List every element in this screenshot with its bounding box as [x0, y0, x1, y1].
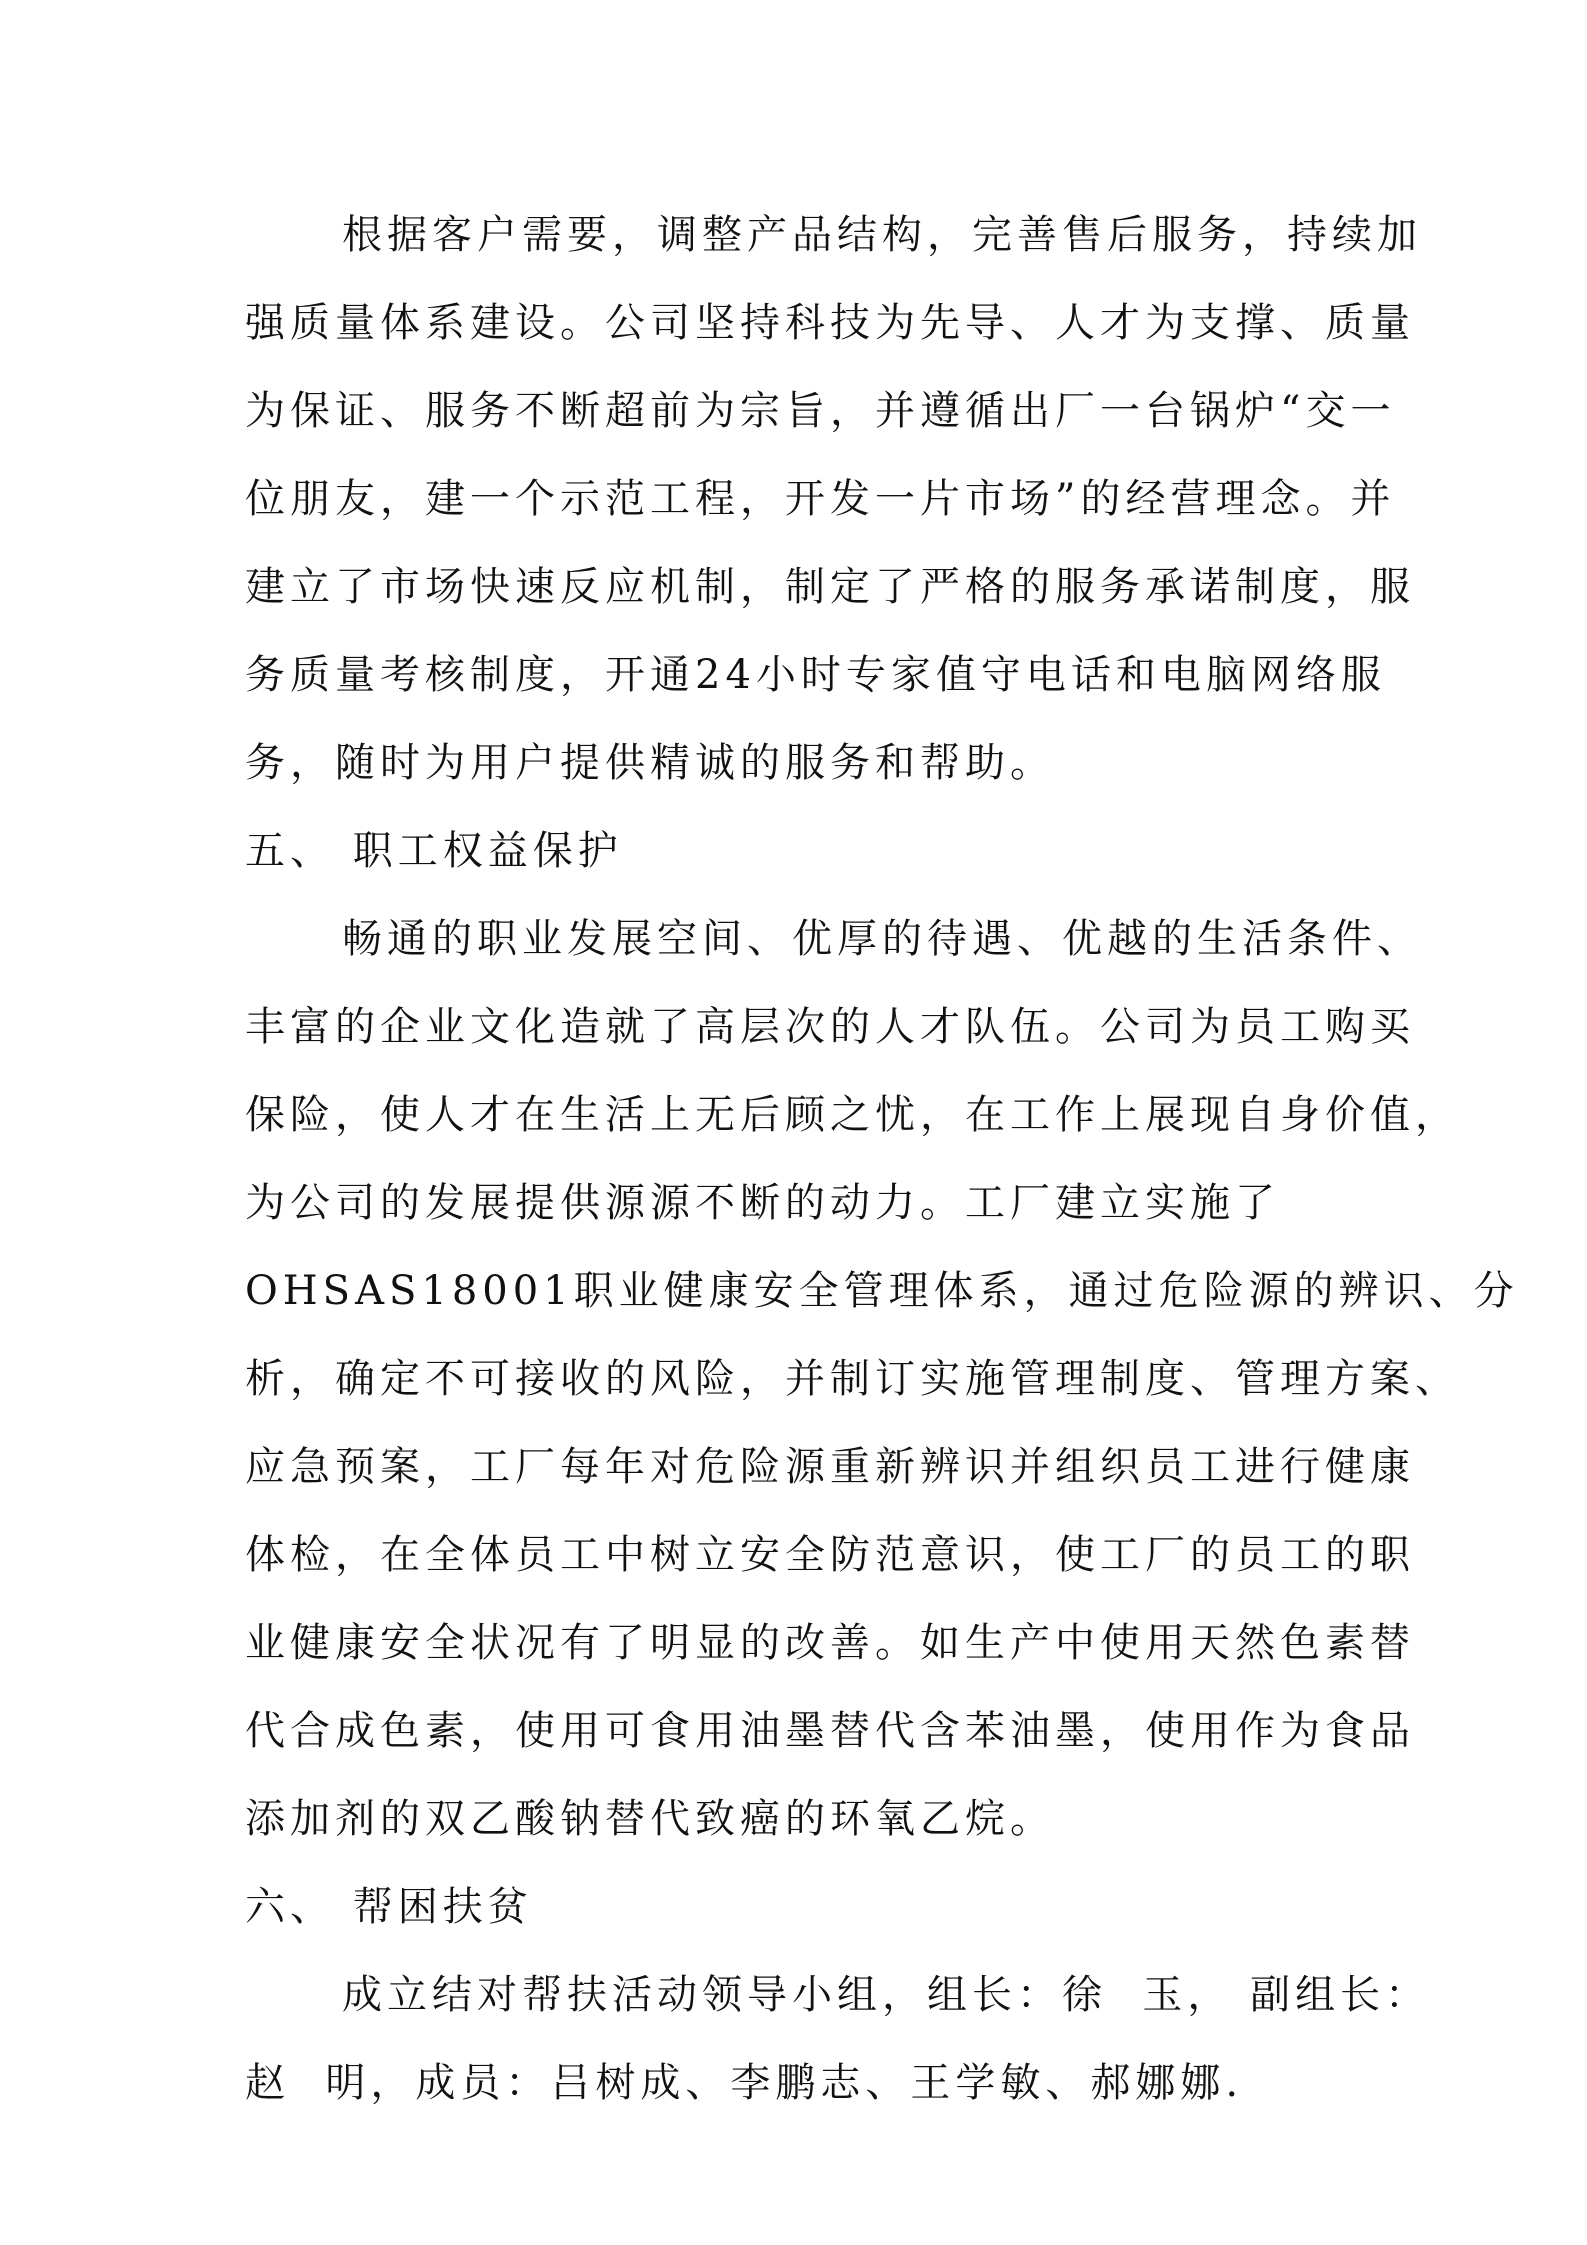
paragraph-line: 建立了市场快速反应机制，制定了严格的服务承诺制度，服: [245, 564, 1415, 610]
paragraph-line: 代合成色素，使用可食用油墨替代含苯油墨，使用作为食品: [245, 1708, 1415, 1754]
paragraph-line: 业健康安全状况有了明显的改善。如生产中使用天然色素替: [245, 1620, 1415, 1666]
paragraph-line: 为保证、服务不断超前为宗旨，并遵循出厂一台锅炉“交一: [245, 388, 1396, 434]
paragraph-line: OHSAS18001职业健康安全管理体系，通过危险源的辨识、分: [245, 1268, 1519, 1314]
section-heading: 六、 帮困扶贫: [245, 1884, 533, 1930]
paragraph-line: 保险，使人才在生活上无后顾之忧，在工作上展现自身价值，: [245, 1092, 1460, 1138]
paragraph-line: 畅通的职业发展空间、优厚的待遇、优越的生活条件、: [342, 916, 1422, 962]
section-heading: 五、 职工权益保护: [245, 828, 623, 874]
paragraph-line: 丰富的企业文化造就了高层次的人才队伍。公司为员工购买: [245, 1004, 1415, 1050]
paragraph-line: 为公司的发展提供源源不断的动力。工厂建立实施了: [245, 1180, 1280, 1226]
paragraph-line: 添加剂的双乙酸钠替代致癌的环氧乙烷。: [245, 1796, 1055, 1842]
paragraph-line: 位朋友，建一个示范工程，开发一片市场”的经营理念。并: [245, 476, 1396, 522]
paragraph-line: 成立结对帮扶活动领导小组，组长：徐 玉， 副组长：: [342, 1972, 1431, 2018]
paragraph-line: 强质量体系建设。公司坚持科技为先导、人才为支撑、质量: [245, 300, 1415, 346]
paragraph-line: 析，确定不可接收的风险，并制订实施管理制度、管理方案、: [245, 1356, 1460, 1402]
paragraph-line: 体检，在全体员工中树立安全防范意识，使工厂的员工的职: [245, 1532, 1415, 1578]
paragraph-line: 赵 明，成员：吕树成、李鹏志、王学敏、郝娜娜.: [245, 2060, 1244, 2106]
paragraph-line: 应急预案，工厂每年对危险源重新辨识并组织员工进行健康: [245, 1444, 1415, 1490]
paragraph-line: 根据客户需要，调整产品结构，完善售后服务，持续加: [342, 212, 1422, 258]
paragraph-line: 务质量考核制度，开通24小时专家值守电话和电脑网络服: [245, 652, 1386, 698]
paragraph-line: 务，随时为用户提供精诚的服务和帮助。: [245, 740, 1055, 786]
